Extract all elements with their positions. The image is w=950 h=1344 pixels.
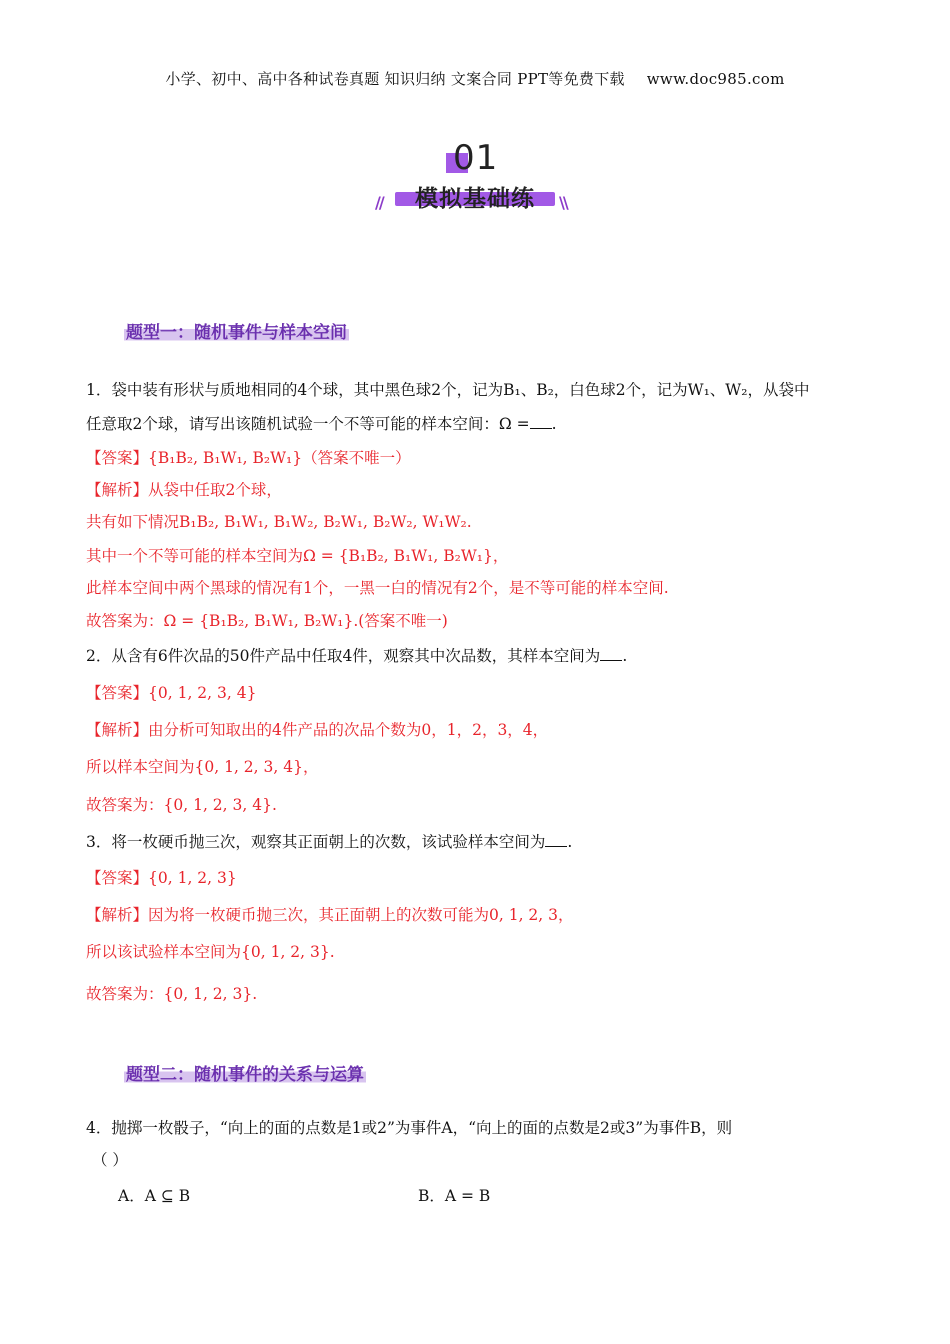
q1-line2: 任意取2个球，请写出该随机试验一个不等可能的样本空间：Ω = .: [86, 415, 557, 433]
badge-right-deco: \\: [559, 193, 567, 212]
badge-number: 01: [453, 138, 499, 178]
q1-analysis3: 其中一个不等可能的样本空间为Ω = {B₁B₂, B₁W₁, B₂W₁}，: [86, 547, 509, 565]
q4-line1: 4．抛掷一枚骰子，“向上的面的点数是1或2”为事件A，“向上的面的点数是2或3”为事件B，则: [86, 1119, 733, 1137]
q2-line1: 2．从含有6件次品的50件产品中任取4件，观察其中次品数，其样本空间为 .: [86, 647, 628, 665]
q3-analysis1: 【解析】因为将一枚硬币抛三次，其正面朝上的次数可能为0, 1, 2, 3，: [86, 906, 574, 924]
q1-line2-text: 任意取2个球，请写出该随机试验一个不等可能的样本空间：Ω =: [86, 415, 530, 433]
q2-line1-text: 2．从含有6件次品的50件产品中任取4件，观察其中次品数，其样本空间为: [86, 647, 601, 665]
q1-line1: 1．袋中装有形状与质地相同的4个球，其中黑色球2个，记为B₁、B₂，白色球2个，记为W₁、W₂，从袋中: [86, 381, 810, 399]
q2-final: 故答案为：{0, 1, 2, 3, 4}.: [86, 796, 277, 814]
q1-analysis1: 【解析】从袋中任取2个球，: [86, 481, 282, 499]
q2-answer: 【答案】{0, 1, 2, 3, 4}: [86, 684, 257, 702]
q4-option-a: A．A ⊆ B: [118, 1187, 191, 1205]
q2-analysis1: 【解析】由分析可知取出的4件产品的次品个数为0，1，2，3，4，: [86, 721, 549, 739]
answer-blank: [600, 648, 622, 661]
q3-line1-text: 3．将一枚硬币抛三次，观察其正面朝上的次数，该试验样本空间为: [86, 833, 546, 851]
q3-answer: 【答案】{0, 1, 2, 3}: [86, 869, 237, 887]
answer-blank: [545, 834, 567, 847]
q4-line2: （ ）: [92, 1151, 128, 1169]
page-header: [0, 68, 950, 89]
q1-analysis2: 共有如下情况B₁B₂, B₁W₁, B₁W₂, B₂W₁, B₂W₂, W₁W₂.: [86, 513, 472, 531]
q2-analysis2: 所以样本空间为{0, 1, 2, 3, 4}，: [86, 758, 319, 776]
header-text: 小学、初中、高中各种试卷真题 知识归纳 文案合同 PPT等免费下载: [165, 70, 625, 88]
header-site: www.doc985.com: [646, 70, 785, 88]
q1-analysis4: 此样本空间中两个黑球的情况有1个，一黑一白的情况有2个，是不等可能的样本空间.: [86, 579, 669, 597]
q4-option-b: B．A = B: [418, 1187, 491, 1205]
section-heading-1: 题型一：随机事件与样本空间: [124, 318, 349, 343]
section-heading-2: 题型二：随机事件的关系与运算: [124, 1060, 366, 1085]
answer-blank: [530, 416, 552, 429]
badge-left-deco: //: [375, 193, 383, 212]
q3-analysis2: 所以该试验样本空间为{0, 1, 2, 3}.: [86, 943, 335, 961]
q3-line1: 3．将一枚硬币抛三次，观察其正面朝上的次数，该试验样本空间为 .: [86, 833, 573, 851]
badge-title: 模拟基础练: [415, 186, 535, 212]
q3-final: 故答案为：{0, 1, 2, 3}.: [86, 985, 258, 1003]
q1-final: 故答案为：Ω = {B₁B₂, B₁W₁, B₂W₁}.(答案不唯一): [86, 612, 448, 630]
section-badge: [375, 138, 575, 218]
q1-answer: 【答案】{B₁B₂, B₁W₁, B₂W₁}（答案不唯一）: [86, 449, 411, 467]
